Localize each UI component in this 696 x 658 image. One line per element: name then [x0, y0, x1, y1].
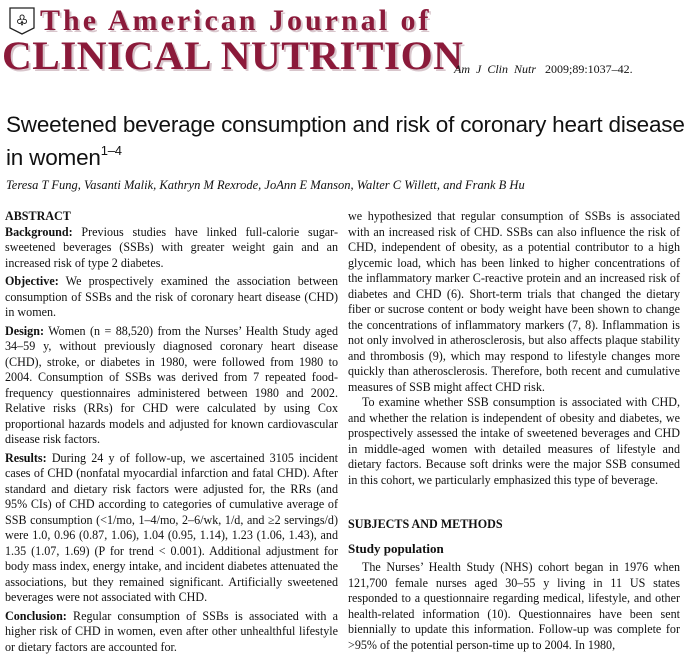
- abstract-background: [5, 225, 338, 272]
- abstract-design: [5, 324, 338, 448]
- abstract-label-design: Design:: [5, 323, 44, 338]
- journal-header: [0, 0, 696, 90]
- citation-journal-abbr: Am J Clin Nutr: [454, 62, 537, 76]
- abstract-column: [5, 209, 338, 655]
- journal-name-line1: The American Journal of: [40, 4, 432, 37]
- abstract-conclusion: [5, 609, 338, 656]
- intro-paragraph: we hypothesized that regular consumption of SSBs is associated with an increased risk of CHD. SSBs can also influence the risk of CHD, independent of obesity, as a potential contributor to a high glycemic load, which has been linked to higher concentrations of the inflammatory marker C-reactive protein and an increased risk of diabetes and CHD (6). Short-term trials that changed the dietary fiber or sucrose content or body weight have been shown to change the concentrations of inflammatory markers (7, 8). Inflammation is not only involved in atherosclerosis, but also affects plaque stability and thrombosis (9), which may respond to lifestyle changes more quickly than atherosclerosis. Therefore, both recent and cumulative measures of SSB might affect CHD risk.: [348, 209, 680, 394]
- citation: [454, 62, 633, 77]
- title-footnote-ref[interactable]: 1–4: [100, 143, 122, 158]
- body-column: [348, 209, 680, 653]
- citation-reference: 2009;89:1037–42.: [545, 62, 633, 76]
- section-heading-methods: SUBJECTS AND METHODS: [348, 517, 503, 531]
- abstract-label-results: Results:: [5, 450, 47, 465]
- abstract-text-results: During 24 y of follow-up, we ascertained 3105 incident cases of CHD (nonfatal myocardial infarction and fatal CHD). After standard and dietary risk factors were adjusted for, the RRs (and 95% CIs) of CHD according to categories of cumulative average of SSB consumption (<1/mo, 1–4/mo, 2–6/wk, 1/d, and ≥2 servings/d) were 1.0, 0.96 (0.87, 1.06), 1.04 (0.95, 1.14), 1.23 (1.06, 1.43), and 1.35 (1.07, 1.69) (P for trend < 0.001). Additional adjustment for body mass index, energy intake, and incident diabetes attenuated the associations, but they remained significant. Artificially sweetened beverages were not associated with CHD.: [5, 450, 338, 604]
- intro-paragraph: To examine whether SSB consumption is associated with CHD, and whether the relation is independent of obesity and diabetes, we prospectively assessed the intake of sweetened beverages and CHD in middle-aged women with detailed measures of lifestyle and dietary factors. Because soft drinks were the major SSB consumed in this cohort, we particularly emphasized this type of beverage.: [348, 395, 680, 487]
- abstract-text-objective: We prospectively examined the association between consumption of SSBs and the risk of coronary heart disease (CHD) in women.: [5, 274, 338, 319]
- abstract-objective: [5, 274, 338, 321]
- subsection-heading-study-population: Study population: [348, 540, 444, 556]
- article-title-text: Sweetened beverage consumption and risk of coronary heart disease in women: [6, 112, 685, 170]
- journal-logo-emblem: [8, 6, 36, 36]
- abstract-label-background: Background:: [5, 224, 73, 239]
- article-title: [6, 112, 696, 171]
- abstract-text-design: Women (n = 88,520) from the Nurses’ Health Study aged 34–59 y, without previously diagnosed coronary heart disease (CHD), stroke, or diabetes in 1980, were followed from 1980 to 2004. Consumption of SSBs was derived from 7 repeated food-frequency questionnaires administered between 1980 and 2002. Relative risks (RRs) for CHD were calculated by using Cox proportional hazards models and adjusted for known cardiovascular disease risk factors.: [5, 323, 338, 446]
- abstract-text-conclusion: Regular consumption of SSBs is associated with a higher risk of CHD in women, even after other unhealthful lifestyle or dietary factors are accounted for.: [5, 608, 338, 654]
- svg-text:♧: ♧: [15, 14, 29, 29]
- author-list: Teresa T Fung, Vasanti Malik, Kathryn M Rexrode, JoAnn E Manson, Walter C Willett, and Frank B Hu: [6, 178, 525, 192]
- abstract-heading: ABSTRACT: [5, 209, 71, 223]
- abstract-label-objective: Objective:: [5, 274, 59, 288]
- journal-name-line2: CLINICAL NUTRITION: [2, 33, 464, 78]
- abstract-text-background: Previous studies have linked full-calorie sugar-sweetened beverages (SSBs) with greater weight gain and an increased risk of type 2 diabetes.: [5, 224, 338, 270]
- methods-paragraph: The Nurses’ Health Study (NHS) cohort began in 1976 when 121,700 female nurses aged 30–55 y living in 11 US states responded to a questionnaire regarding medical, lifestyle, and other health-related information (10). Questionnaires have been sent biennially to update this information. Follow-up was complete for >95% of the potential person-time up to 2004. In 1980,: [348, 560, 680, 652]
- abstract-label-conclusion: Conclusion:: [5, 608, 67, 623]
- abstract-results: [5, 451, 338, 606]
